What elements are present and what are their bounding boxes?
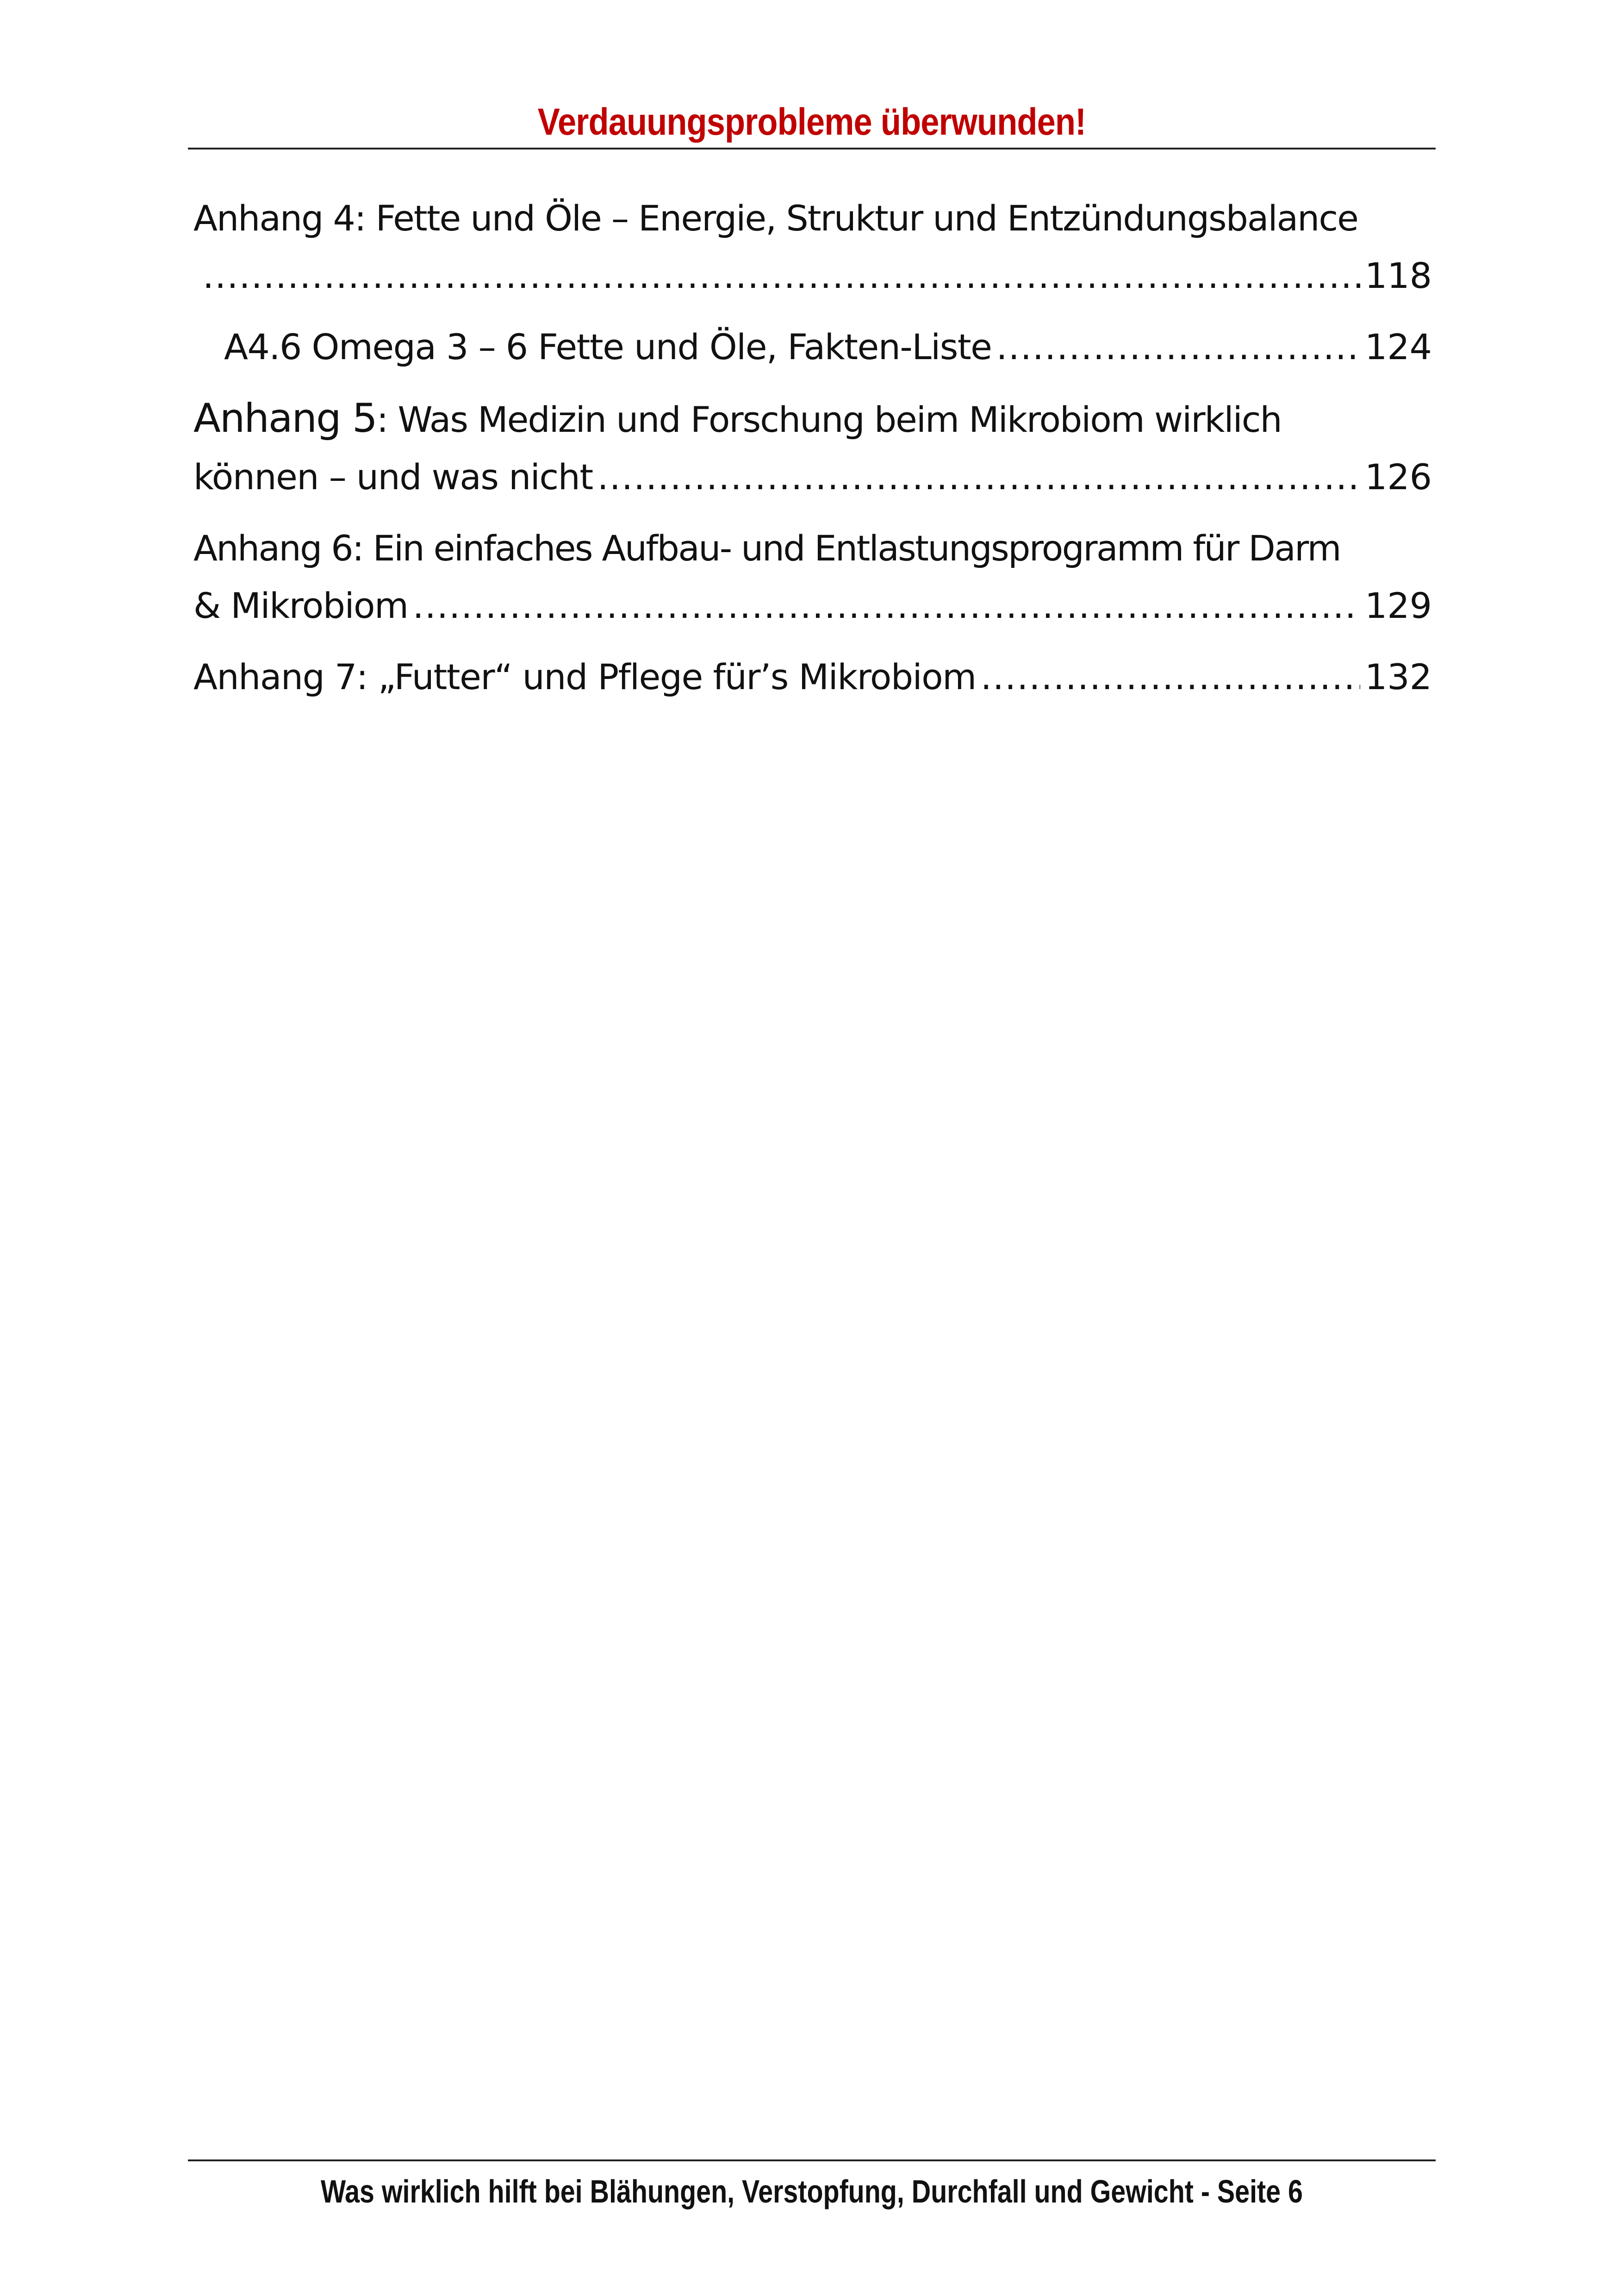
toc-entry-title: Anhang 6: Ein einfaches Aufbau- und Entlastungsprogramm für Darm <box>193 528 1340 569</box>
toc-entry-title-line <box>224 318 1432 376</box>
toc-leader-dots <box>996 318 1360 376</box>
toc-entry-title-rest: : Was Medizin und Forschung beim Mikrobiom wirklich <box>376 399 1282 440</box>
footer-text: Was wirklich hilft bei Blähungen, Verstopfung, Durchfall und Gewicht - Seite 6 <box>321 2173 1303 2209</box>
toc-leader-dots <box>203 247 1360 305</box>
toc-entry-title <box>193 390 1282 448</box>
toc-entry-title-prefix: Anhang 5 <box>193 395 377 442</box>
page-footer <box>188 2159 1436 2215</box>
toc-entry-title-line <box>193 390 1432 448</box>
toc-entry-anhang-5[interactable] <box>193 390 1432 506</box>
toc-entry-leader-line <box>193 577 1432 635</box>
toc-entry-anhang-7[interactable] <box>193 648 1432 706</box>
toc-leader-dots <box>597 448 1360 506</box>
toc-leader-dots <box>981 648 1360 706</box>
toc-page-number: 126 <box>1364 456 1432 498</box>
toc-page-number: 124 <box>1364 326 1432 367</box>
toc-entry-a4-6[interactable] <box>224 318 1432 376</box>
toc-entry-title-continued: können – und was nicht <box>193 456 593 498</box>
toc-entry-title: A4.6 Omega 3 – 6 Fette und Öle, Fakten-Liste <box>224 326 992 367</box>
toc-entry-title-continued: & Mikrobiom <box>193 585 408 626</box>
toc-entry-title-line <box>193 648 1432 706</box>
toc-entry-title-line <box>193 520 1432 577</box>
toc-page-number: 129 <box>1364 585 1432 626</box>
table-of-contents <box>193 190 1432 706</box>
page-header <box>188 95 1436 149</box>
toc-entry-title-line <box>193 190 1432 247</box>
toc-leader-dots <box>413 577 1360 635</box>
toc-entry-leader-line <box>193 448 1432 506</box>
toc-entry-anhang-4[interactable] <box>193 190 1432 305</box>
header-title: Verdauungsprobleme überwunden! <box>537 101 1086 143</box>
toc-entry-title: Anhang 4: Fette und Öle – Energie, Struktur und Entzündungsbalance <box>193 198 1358 239</box>
toc-entry-leader-line <box>193 247 1432 305</box>
toc-entry-title: Anhang 7: „Futter“ und Pflege für’s Mikrobiom <box>193 656 976 697</box>
toc-page-number: 132 <box>1364 656 1432 697</box>
toc-entry-anhang-6[interactable] <box>193 520 1432 635</box>
toc-page-number: 118 <box>1364 255 1432 296</box>
